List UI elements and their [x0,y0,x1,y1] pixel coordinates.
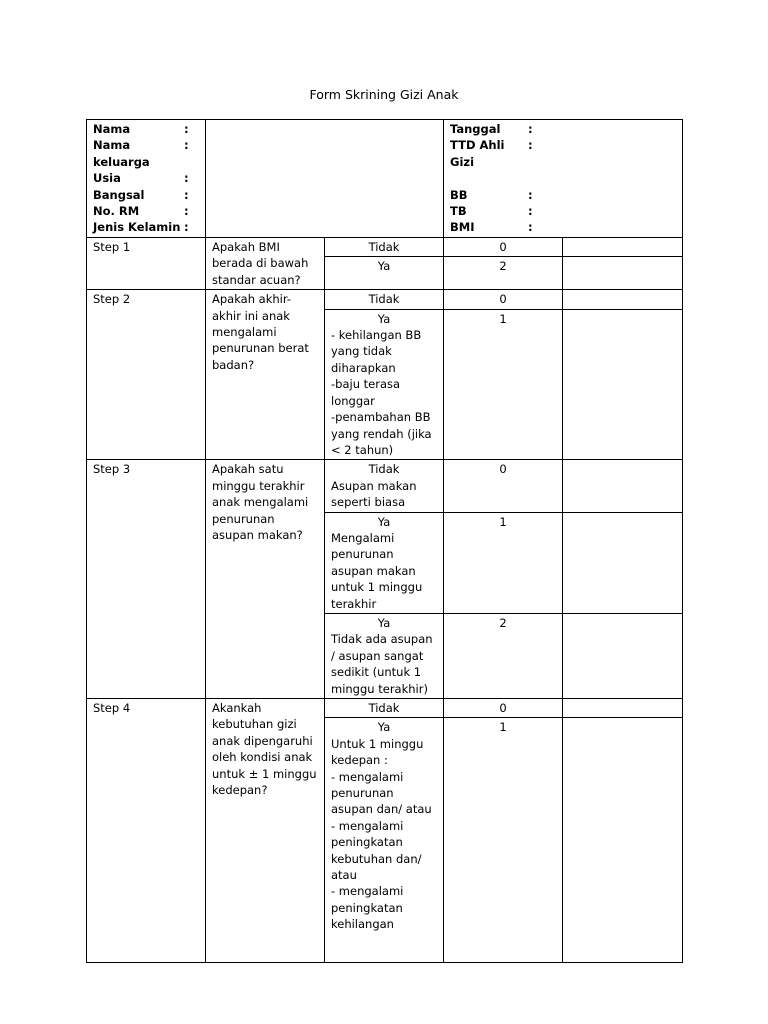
checkbox-cell[interactable] [563,718,683,963]
step-label: Step 1 [87,237,206,289]
checkbox-cell[interactable] [563,290,683,309]
step-question: Apakah akhir-akhir ini anak mengalami penurunan berat badan? [206,290,325,460]
checkbox-cell[interactable] [563,309,683,460]
score-cell: 1 [444,718,563,963]
score-cell: 0 [444,460,563,512]
step-question: Apakah BMI berada di bawah standar acuan? [206,237,325,289]
answer-cell: Tidak [325,699,444,718]
answer-detail: Asupan makan seperti biasa [331,478,417,510]
checkbox-cell[interactable] [563,237,683,256]
answer-detail: Mengalami penurunan asupan makan untuk 1 minggu terakhir [331,530,423,611]
answer-cell [325,512,444,613]
identity-right-cell [444,120,683,238]
answer-cell: Tidak [325,237,444,256]
score-cell: 2 [444,613,563,698]
checkbox-cell[interactable] [563,613,683,698]
field-no-rm: No. RM : [93,204,189,219]
step-question: Akankah kebutuhan gizi anak dipengaruhi oleh kondisi anak untuk ± 1 minggu kedepan? [206,699,325,963]
table-row [87,237,683,256]
answer-label: Tidak [368,462,400,477]
table-row [87,290,683,309]
field-bangsal: Bangsal : [93,187,189,202]
answer-label: Ya [377,615,391,630]
answer-detail: Tidak ada asupan / asupan sangat sedikit (untuk 1 minggu terakhir) [331,632,433,696]
step-question: Apakah satu minggu terakhir anak mengalami penurunan asupan makan? [206,460,325,699]
answer-cell [325,460,444,512]
checkbox-cell[interactable] [563,699,683,718]
field-tb: TB : [450,204,533,219]
field-bmi: BMI : [450,220,533,235]
identity-blank-cell [206,120,444,238]
answer-label: Ya [377,514,391,529]
identity-left-cell [87,120,206,238]
field-ttd-ahli-gizi: TTD Ahli Gizi : [450,138,533,169]
checkbox-cell[interactable] [563,512,683,613]
field-nama: Nama : [93,122,189,136]
score-cell: 1 [444,309,563,460]
answer-label: Ya [377,311,391,326]
step-label: Step 3 [87,460,206,699]
answer-cell [325,309,444,460]
screening-form-table [86,119,683,963]
checkbox-cell[interactable] [563,257,683,290]
field-jenis-kelamin: Jenis Kelamin : [93,220,189,235]
answer-cell [325,613,444,698]
step-label: Step 2 [87,290,206,460]
answer-cell: Ya [325,257,444,290]
identity-row [87,120,683,238]
answer-detail: Untuk 1 minggu kedepan : - mengalami penurunan asupan dan/ atau - mengalami peningkatan kebutuhan dan/ atau - mengalami peningkatan kehilangan [331,736,432,932]
score-cell: 1 [444,512,563,613]
field-nama-keluarga: Nama keluarga : [93,138,189,169]
answer-cell: Tidak [325,290,444,309]
score-cell: 2 [444,257,563,290]
step-label: Step 4 [87,699,206,963]
field-tanggal: Tanggal : [450,122,533,136]
score-cell: 0 [444,699,563,718]
answer-cell [325,718,444,963]
score-cell: 0 [444,290,563,309]
score-cell: 0 [444,237,563,256]
answer-label: Ya [377,720,391,735]
table-row [87,460,683,512]
field-bb: BB : [450,187,533,202]
table-row [87,699,683,718]
answer-detail: - kehilangan BB yang tidak diharapkan -baju terasa longgar -penambahan BB yang rendah (jika < 2 tahun) [331,328,432,457]
checkbox-cell[interactable] [563,460,683,512]
field-usia: Usia : [93,171,189,186]
page-title: Form Skrining Gizi Anak [309,87,459,102]
